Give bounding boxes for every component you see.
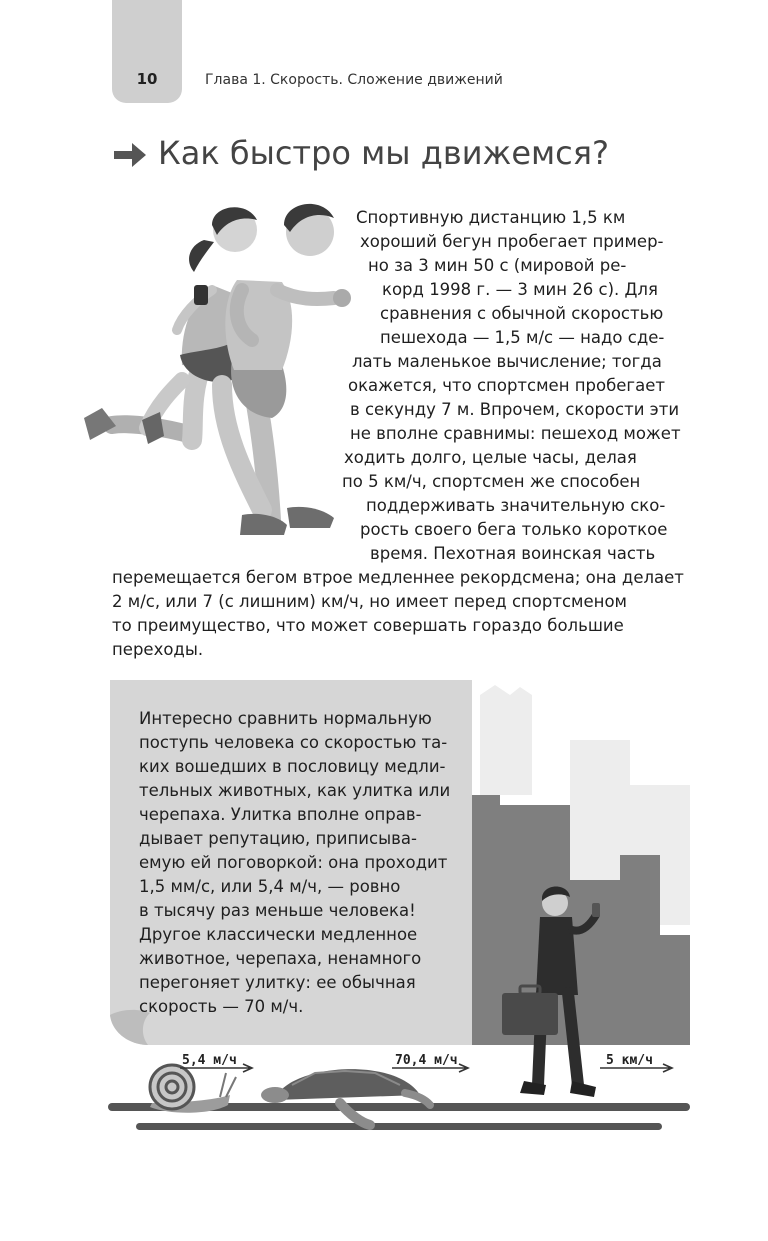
page-number-tab [112, 0, 182, 103]
runners-illustration [72, 190, 362, 560]
sidebar-line: тельных животных, как улитка или [139, 781, 451, 800]
sidebar-line: перегоняет улитку: ее обычная [139, 973, 416, 992]
page-number: 10 [136, 70, 158, 88]
sidebar-line: дывает репутацию, приписыва- [139, 829, 417, 848]
body-line: сравнения с обычной скоростью [380, 304, 664, 323]
body-line: перемещается бегом втрое медленнее рекордсмена; она делает [112, 568, 684, 587]
body-line: ходить долго, целые часы, делая [344, 448, 637, 467]
snail-illustration [150, 1065, 236, 1113]
body-line: то преимущество, что может совершать гораздо большие [112, 616, 624, 635]
turtle-illustration [261, 1069, 430, 1125]
body-line: окажется, что спортсмен пробегает [348, 376, 665, 395]
body-line: но за 3 мин 50 с (мировой ре- [368, 256, 627, 275]
body-line: не вполне сравнимы: пешеход может [350, 424, 681, 443]
sidebar-line: в тысячу раз меньше человека! [139, 901, 416, 920]
sidebar-line: животное, черепаха, ненамного [139, 949, 422, 968]
body-line: хороший бегун пробегает пример- [360, 232, 664, 251]
body-line: Спортивную дистанцию 1,5 км [356, 208, 626, 227]
turtle-speed-label: 70,4 м/ч [395, 1053, 458, 1068]
human-speed-label: 5 км/ч [606, 1053, 653, 1068]
sidebar-line: емую ей поговоркой: она проходит [139, 853, 448, 872]
arrow-right-icon [112, 140, 148, 170]
body-line: корд 1998 г. — 3 мин 26 с). Для [382, 280, 658, 299]
male-runner [222, 204, 351, 535]
body-line: время. Пехотная воинская часть [370, 544, 656, 563]
body-line: рость своего бега только короткое [360, 520, 668, 539]
snail-speed-label: 5,4 м/ч [182, 1053, 237, 1068]
sidebar-line: ких вошедших в пословицу медли- [139, 757, 446, 776]
body-line: лать маленькое вычисление; тогда [352, 352, 662, 371]
sidebar-line: скорость — 70 м/ч. [139, 997, 304, 1016]
body-line: 2 м/с, или 7 (с лишним) км/ч, но имеет перед спортсменом [112, 592, 627, 611]
body-line: пешехода — 1,5 м/с — надо сде- [380, 328, 665, 347]
sidebar-line: Интересно сравнить нормальную [139, 709, 432, 728]
body-line: переходы. [112, 640, 204, 659]
section-title: Как быстро мы движемся? [158, 134, 609, 172]
body-line: поддерживать значительную ско- [366, 496, 666, 515]
body-line: в секунду 7 м. Впрочем, скорости эти [350, 400, 680, 419]
sidebar-line: черепаха. Улитка вполне оправ- [139, 805, 422, 824]
body-line: по 5 км/ч, спортсмен же способен [342, 472, 641, 491]
sidebar-line: поступь человека со скоростью та- [139, 733, 448, 752]
sidebar-line: Другое классически медленное [139, 925, 418, 944]
sidebar-line: 1,5 мм/с, или 5,4 м/ч, — ровно [139, 877, 401, 896]
running-head: Глава 1. Скорость. Сложение движений [205, 72, 503, 88]
